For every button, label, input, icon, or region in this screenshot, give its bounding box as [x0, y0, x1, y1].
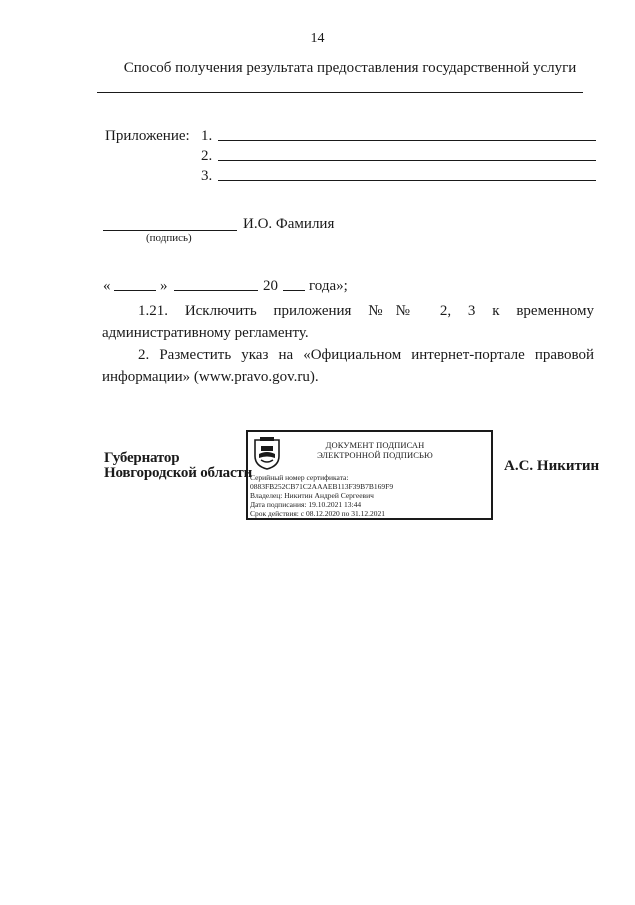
date-year-line: [283, 290, 305, 291]
date-year-suffix: года»;: [309, 278, 348, 294]
page-number: 14: [310, 31, 325, 46]
date-close-quote: »: [160, 278, 168, 294]
result-method-caption: Способ получения результата предоставления государственной услуги: [123, 60, 577, 76]
date-month-line: [174, 290, 258, 291]
date-year-prefix: 20: [263, 278, 278, 294]
appendix-item-3-number: 3.: [201, 168, 213, 184]
appendix-item-2-number: 2.: [201, 148, 213, 164]
stamp-serial-label: Серийный номер сертификата:: [250, 473, 349, 482]
date-day-line: [114, 290, 156, 291]
appendix-label: Приложение:: [105, 128, 190, 144]
stamp-signing-date: Дата подписания: 19.10.2021 13:44: [250, 500, 362, 509]
signature-hint: (подпись): [146, 232, 192, 244]
appendix-item-1-number: 1.: [201, 128, 213, 144]
paragraph-1-21: 1.21. Исключить приложения №№ 2, 3 к временному административному регламенту.: [102, 303, 594, 341]
governor-name: А.С. Никитин: [504, 458, 600, 474]
stamp-validity: Срок действия: с 08.12.2020 по 31.12.2021: [250, 509, 385, 518]
date-open-quote: «: [103, 278, 111, 294]
electronic-signature-stamp: [246, 430, 493, 520]
stamp-serial-number: 0883FB252CB71C2AAAEB113F39B7B169F9: [250, 482, 394, 491]
stamp-owner: Владелец: Никитин Андрей Сергеевич: [250, 491, 374, 500]
caption-underline: [97, 92, 583, 93]
stamp-title-line-1: ДОКУМЕНТ ПОДПИСАН: [325, 440, 425, 450]
signature-line: [103, 230, 237, 231]
coat-of-arms-icon: [252, 436, 282, 470]
appendix-item-2-line: [218, 160, 596, 161]
paragraph-2: 2. Разместить указ на «Официальном интернет-портале правовой информации» (www.pravo.gov.ru).: [102, 347, 594, 385]
appendix-item-1-line: [218, 140, 596, 141]
appendix-item-3-line: [218, 180, 596, 181]
stamp-title-line-2: ЭЛЕКТРОННОЙ ПОДПИСЬЮ: [317, 450, 433, 460]
governor-title: [104, 451, 252, 481]
governor-title-line-2: Новгородской области: [104, 465, 253, 481]
governor-title-line-1: Губернатор: [104, 450, 180, 466]
signatory-name-placeholder: И.О. Фамилия: [243, 216, 335, 232]
